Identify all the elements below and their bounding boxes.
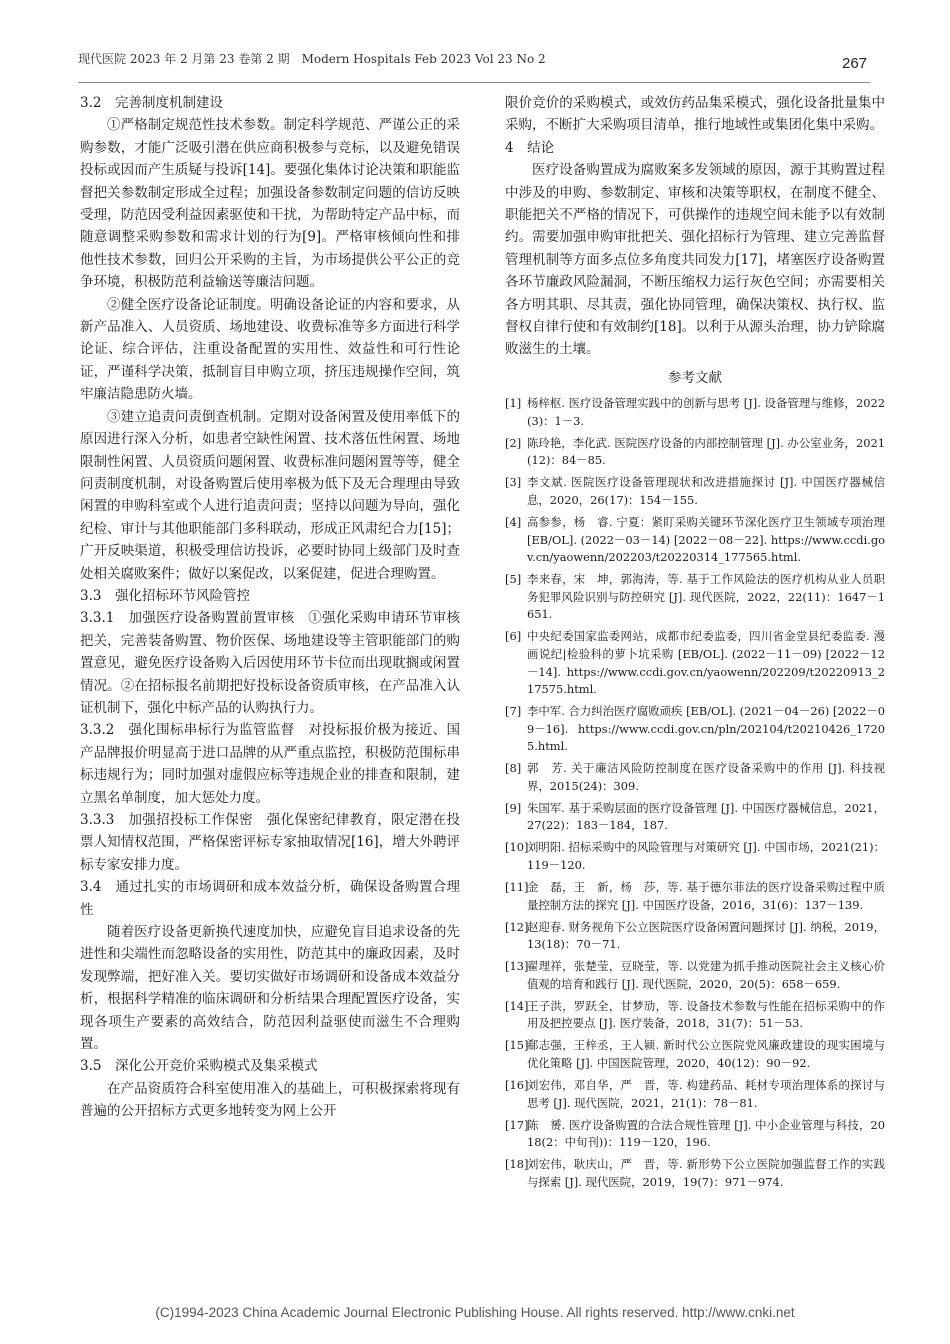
reference-item [505,800,885,835]
reference-item [505,919,885,954]
reference-text: 李来春，宋 坤，郭海涛，等. 基于工作风险法的医疗机构从业人员职务犯罪风险识别与防控研究 [J]. 现代医院，2022，22(11)：1647－1651. [527,572,885,622]
reference-number: [4] [505,515,522,530]
reference-item [505,1077,885,1112]
reference-text: 高参参，杨 睿. 宁夏：紧盯采购关键环节深化医疗卫生领域专项治理 [EB/OL]. (2022－03－14) [2022－08－22]. https://www.ccdi.gov.cn/yaowenn/202203/t20220314_177565.html. [527,515,885,565]
reference-text: 翟理祥，张楚莹，豆晓莹，等. 以党建为抓手推动医院社会主义核心价值观的培育和践行 [J]. 现代医院，2020，20(5)：658－659. [527,959,885,991]
reference-text: 金 磊，王 新，杨 莎，等. 基于德尔菲法的医疗设备采购过程中质量控制方法的探究 [J]. 中国医疗设备，2016，31(6)：137－139. [527,880,885,912]
body-paragraph: 医疗设备购置成为腐败案多发领域的原因，源于其购置过程中涉及的申购、参数制定、审核和决策等职权，在制度不健全、职能把关不严格的情况下，可供操作的违规空间未能予以有效制约。需要加强申购审批把关、强化招标行为管理、建立完善监督管理机制等方面多点位多角度共同发力[17]，堵塞医疗设备购置各环节廉政风险漏洞，不断压缩权力运行灰色空间；亦需要相关各方明其职、尽其责，强化协同管理，确保决策权、执行权、监督权自律行使和有效制约[18]。以利于从源头治理，协力铲除腐败滋生的土壤。 [505,162,885,358]
reference-number: [6] [505,629,522,644]
reference-text: 王子洪，罗跃全，甘梦劢，等. 设备技术参数与性能在招标采购中的作用及把控要点 [J]. 医疗装备，2018，31(7)：51－53. [527,998,885,1031]
reference-item [505,628,885,698]
reference-item [505,998,885,1033]
reference-number: [9] [505,800,522,815]
reference-text: 李中军. 合力纠治医疗腐败顽疾 [EB/OL]. (2021－04－26) [2022－09－16]. https://www.ccdi.gov.cn/pln/202104/t20210426_17205.html. [527,704,885,754]
reference-number: [16] [505,1077,529,1092]
section-heading: 3.4 通过扎实的市场调研和成本效益分析，确保设备购置合理性 [80,879,460,918]
reference-number: [15] [505,1038,529,1053]
reference-number: [17] [505,1117,529,1132]
reference-number: [5] [505,572,522,587]
section-heading: 3.2 完善制度机制建设 [80,95,223,111]
subsection-paragraph: 3.3.3 加强招投标工作保密 强化保密纪律教育，限定潜在投票人知情权范围，严格保密评标专家抽取情况[16]，增大外聘评标专家安排力度。 [80,812,460,873]
reference-item [505,1156,885,1191]
reference-number: [8] [505,761,522,776]
copyright-footer: (C)1994-2023 China Academic Journal Electronic Publishing House. All rights reserved. http://www.cnki.net [155,1305,795,1320]
reference-number: [12] [505,919,529,934]
reference-number: [11] [505,880,529,895]
body-paragraph: 随着医疗设备更新换代速度加快，应避免盲目追求设备的先进性和尖端性而忽略设备的实用性，防范其中的廉政因素，及时发现弊端，把好准入关。要切实做好市场调研和设备成本效益分析，根据科学精准的临床调研和分析结果合理配置医疗设备，实现各项生产要素的高效结合，防范因利益驱使而滋生不合理购置。 [80,924,460,1053]
reference-item [505,395,885,430]
reference-number: [13] [505,959,529,974]
reference-item [505,703,885,756]
reference-text: 陈玲艳，李化武. 医院医疗设备的内部控制管理 [J]. 办公室业务，2021(12)：84－85. [527,435,885,468]
reference-number: [14] [505,998,529,1013]
reference-text: 李文斌. 医院医疗设备管理现状和改进措施探讨 [J]. 中国医疗器械信息，2020，26(17)：154－155. [527,475,885,508]
section-heading: 3.3 强化招标环节风险管控 [80,587,250,604]
reference-text: 陈 赟. 医疗设备购置的合法合规性管理 [J]. 中小企业管理与科技，2018(2：中旬刊))：119－120，196. [527,1117,885,1150]
section-heading: 4 结论 [505,139,555,156]
reference-item [505,435,885,470]
reference-number: [18] [505,1157,529,1172]
reference-text: 刘宏伟，邓自华，严 晋，等. 构建药品、耗材专项治理体系的探讨与思考 [J]. 现代医院，2021，21(1)：78－81. [527,1077,885,1110]
references-title: 参考文献 [668,369,722,386]
reference-item [505,839,885,874]
body-paragraph: ②健全医疗设备论证制度。明确设备论证的内容和要求，从新产品准入、人员资质、场地建设、收费标准等多方面进行科学论证、综合评估，注重设备配置的实用性、效益性和可行性论证，严谨科学决策，抵制盲目申购立项，挤压违规操作空间，筑牢廉洁隐患防火墙。 [80,296,460,403]
reference-item [505,760,885,795]
reference-text: 朱国军. 基于采购层面的医疗设备管理 [J]. 中国医疗器械信息，2021，27(22)：183－184，187. [527,800,885,833]
reference-text: 赵迎春. 财务视角下公立医院医疗设备闲置问题探讨 [J]. 纳税，2019，13(18)：70－71. [527,919,885,952]
continued-paragraph: 限价竞价的采购模式，或效仿药品集采模式，强化设备批量集中采购，不断扩大采购项目清单，推行地域性或集团化集中采购。 [505,95,885,134]
reference-number: [7] [505,704,522,719]
subsection-paragraph: 3.3.1 加强医疗设备购置前置审核 ①强化采购申请环节审核把关，完善装备购置、物价医保、场地建设等主管职能部门的购置意见，避免医疗设备购入后因使用环节卡位而出现耽搁或闲置情况。②在招标报名前期把好投标设备资质审核，在产品准入认证机制下，强化中标产品的认购执行力。 [80,610,460,716]
running-head-text: 现代医院 2023 年 2 月第 23 卷第 2 期 Modern Hospitals Feb 2023 Vol 23 No 2 [78,52,546,66]
reference-item [505,879,885,914]
reference-item [505,1117,885,1152]
body-paragraph: 在产品资质符合科室使用准入的基础上，可积极探索将现有普遍的公开招标方式更多地转变为网上公开 [80,1080,460,1120]
running-header [78,50,878,72]
reference-number: [2] [505,435,522,450]
reference-item [505,514,885,567]
right-column-body [505,92,885,361]
reference-item [505,474,885,509]
subsection-paragraph: 3.3.2 强化围标串标行为监管监督 对投标报价极为接近、国产品牌报价明显高于进口品牌的从严重点监控，积极防范围标串标违规行为；同时加强对虚假应标等违规企业的排查和限制，建立黑名单制度，加大惩处力度。 [80,722,460,806]
header-rule [78,82,870,83]
reference-item [505,1037,885,1072]
right-column [505,92,885,1196]
section-heading: 3.5 深化公开竞价采购模式及集采模式 [80,1058,318,1075]
reference-text: 中央纪委国家监委网站，成都市纪委监委，四川省金堂县纪委监委. 漫画说纪|检验科的萝卜坑采购 [EB/OL]. (2022－11－09) [2022－12－14]. https://www.ccdi.gov.cn/yaowenn/202209/t20220913_217575.html. [527,629,885,697]
references-list [505,395,885,1191]
body-paragraph: ③建立追责问责倒查机制。定期对设备闲置及使用率低下的原因进行深入分析，如患者空缺性闲置、技术落伍性闲置、场地限制性闲置、人员资质问题闲置、收费标准问题闲置等等，健全问责制度机制，对设备购置后使用率极为低下及无合理理由导致闲置的申购科室或个人进行追责问责；坚持以问题为导向，强化纪检、审计与其他职能部门多科联动，形成正风肃纪合力[15]；广开反映渠道，积极受理信访投诉，必要时协同上级部门及时查处相关腐败案件；做好以案促改，以案促建，促进合理购置。 [80,408,460,582]
reference-text: 郗志强，王梓丞，王人颍. 新时代公立医院党风廉政建设的现实困境与优化策略 [J]. 中国医院管理，2020，40(12)：90－92. [527,1038,885,1070]
reference-text: 刘明阳. 招标采购中的风险管理与对策研究 [J]. 中国市场，2021(21)：119－120. [527,840,885,873]
left-column [80,92,460,1123]
page-number: 267 [842,55,868,72]
reference-number: [1] [505,396,522,411]
reference-item [505,571,885,624]
reference-text: 刘宏伟，耿庆山，严 晋，等. 新形势下公立医院加强监督工作的实践与探索 [J]. 现代医院，2019，19(7)：971－974. [527,1157,885,1189]
reference-number: [3] [505,475,522,490]
reference-item [505,958,885,993]
reference-text: 杨梓枢. 医疗设备管理实践中的创新与思考 [J]. 设备管理与维修，2022(3)：1－3. [527,396,885,428]
reference-number: [10] [505,840,529,855]
body-paragraph: ①严格制定规范性技术参数。制定科学规范、严谨公正的采购参数，才能广泛吸引潜在供应商积极参与竞标，以及避免错误投标或因而产生质疑与投诉[14]。要强化集体讨论决策和职能监督把关参数制定形成全过程；加强设备参数制定问题的信访反映受理，防范因受利益因素驱使和干扰，为帮助特定产品中标，而随意调整采购参数和需求计划的行为[9]。严格审核倾向性和排他性技术参数，回归公开采购的主旨，为市场提供公平公正的竞争环境，积极防范利益输送等廉洁问题。 [80,117,460,291]
reference-text: 郭 芳. 关于廉洁风险防控制度在医疗设备采购中的作用 [J]. 科技视界，2015(24)：309. [527,761,885,793]
